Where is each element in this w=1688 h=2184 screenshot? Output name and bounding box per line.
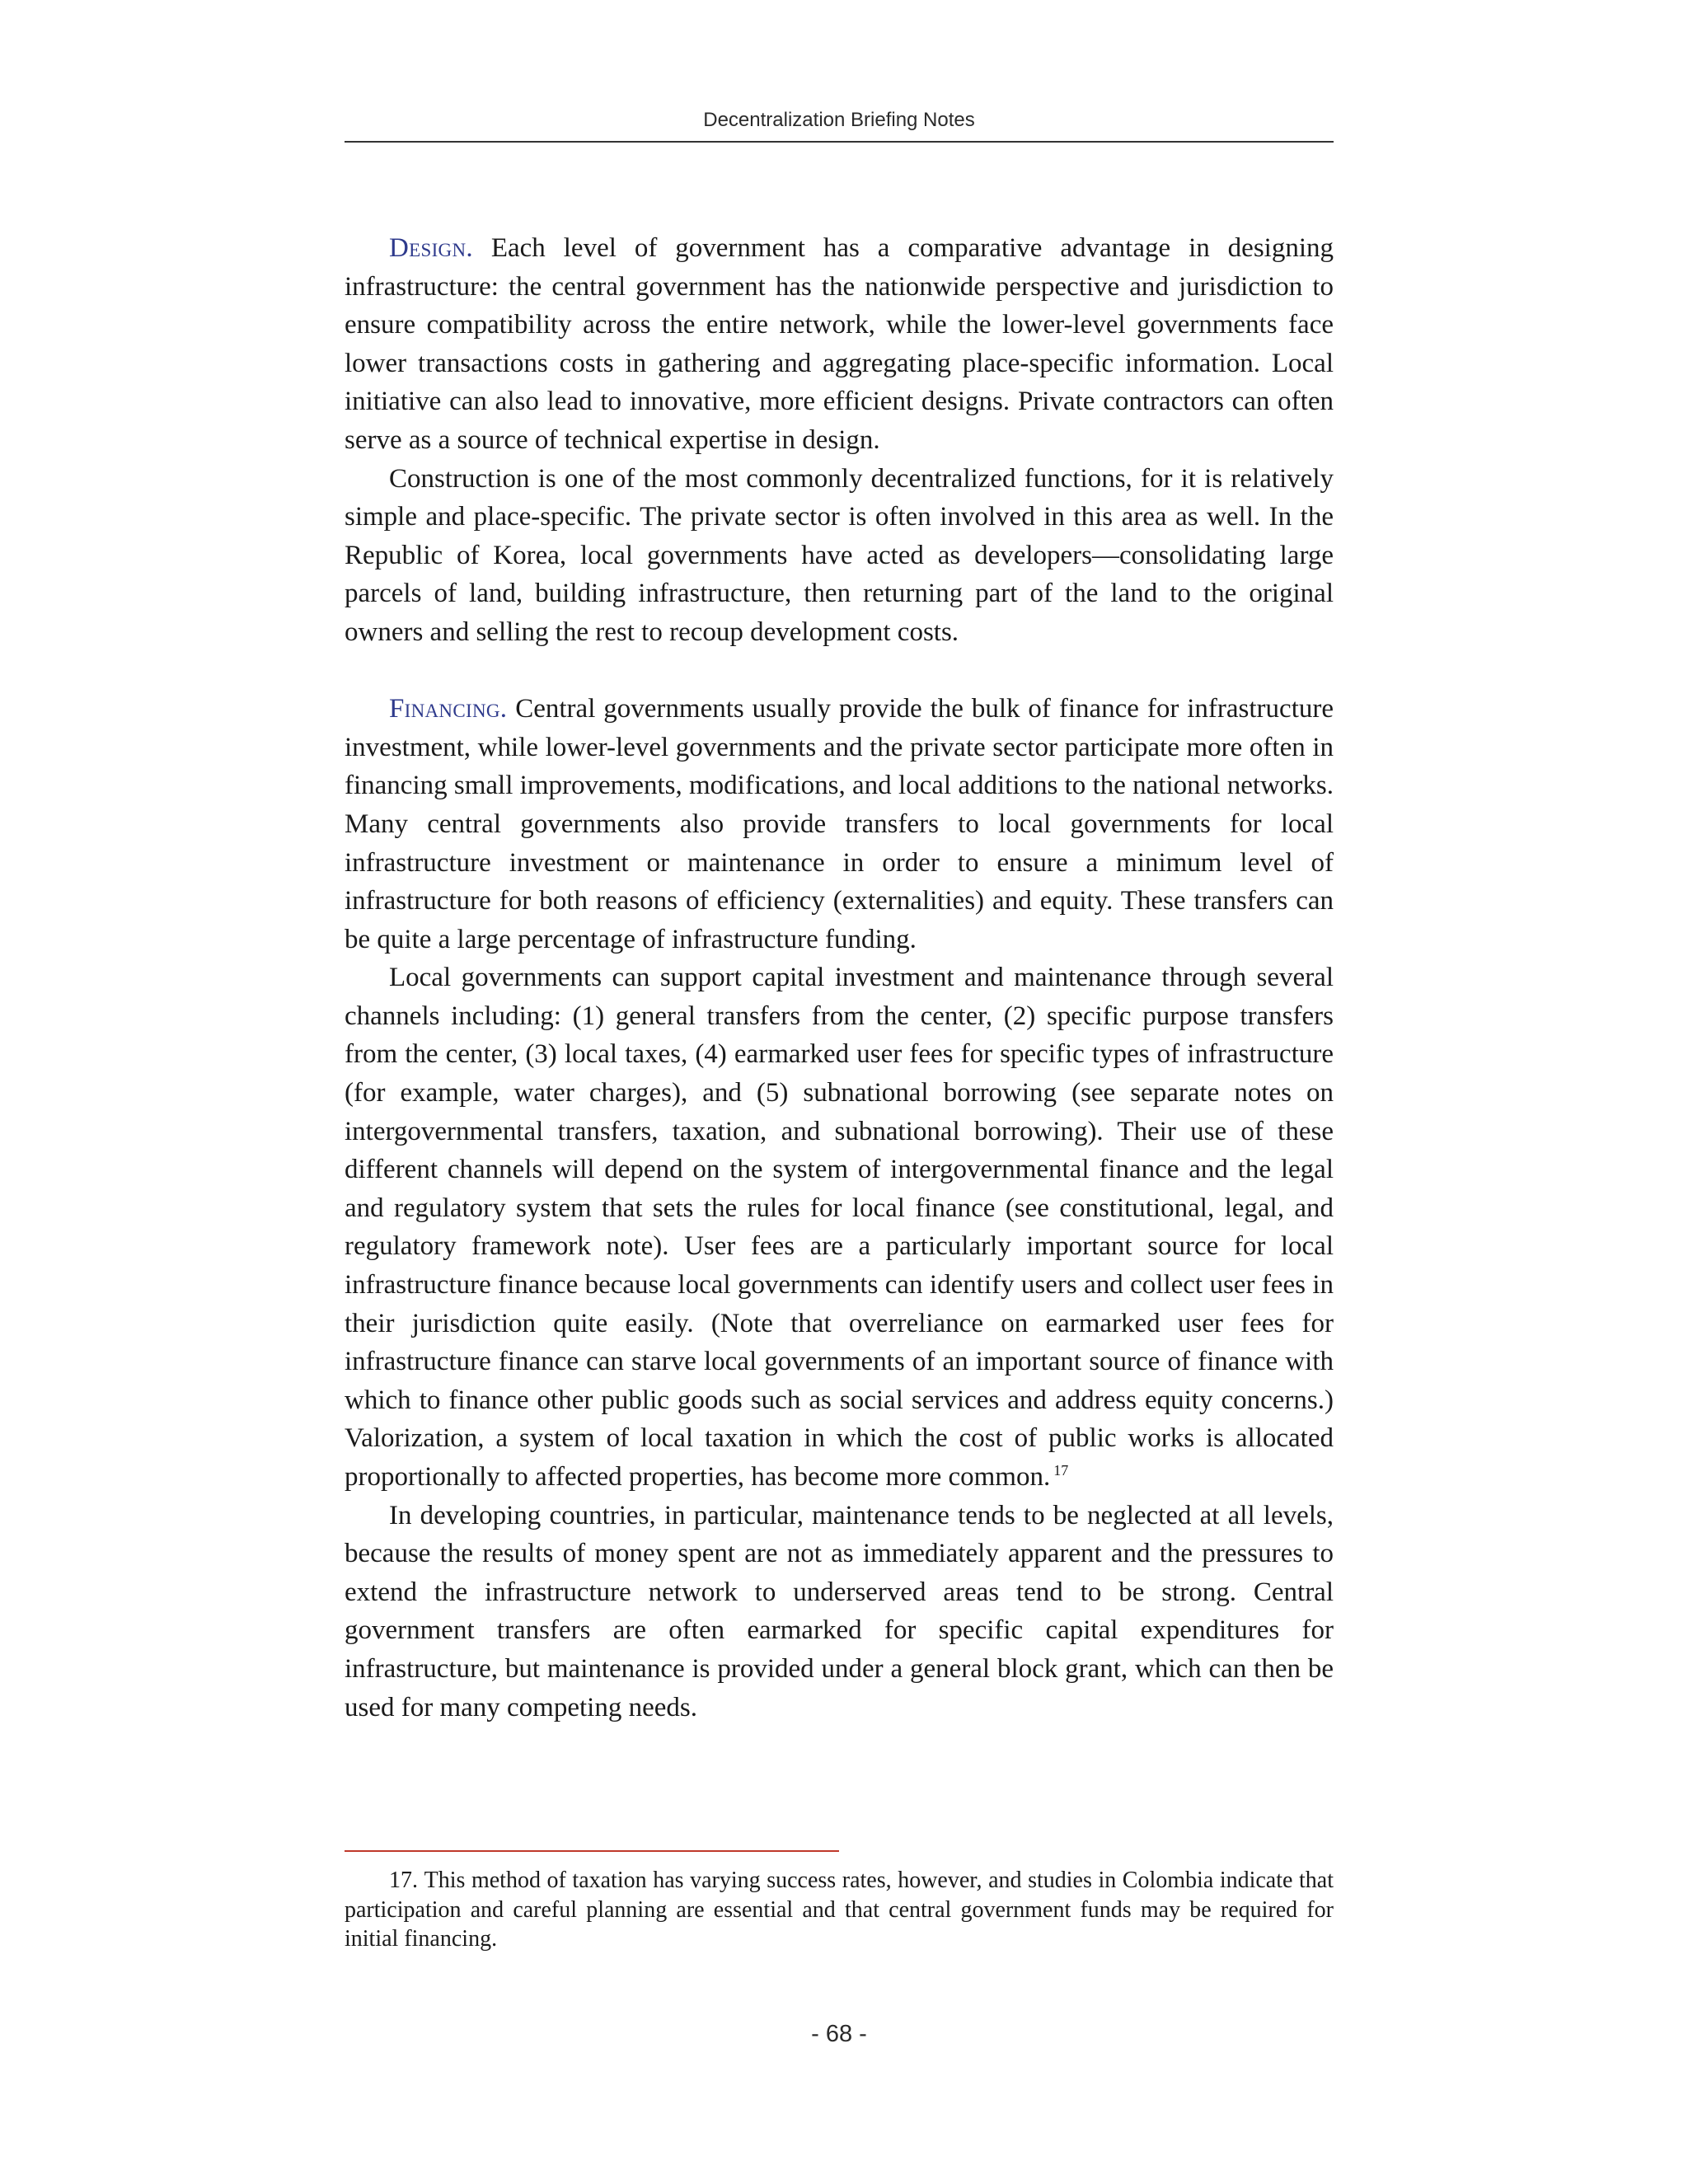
construction-paragraph: Construction is one of the most commonly decentralized functions, for it is relatively simple and place-specific. The private sector is often involved in this area as well. In the Republic of Korea, local governments have acted as developers—consolidating large parcels of land, building infrastructure, then returning part of the land to the original owners and selling the rest to recoup development costs. bbox=[345, 463, 1334, 647]
main-text bbox=[345, 229, 1334, 1727]
financing-paragraph-text: Central governments usually provide the bulk of finance for infrastructure investment, while lower-level governments and the private sector participate more often in financing small improvements, modifications, and local additions to the national networks. Many central governments also provide transfers to local governments for local infrastructure investment or maintenance in order to ensure a minimum level of infrastructure for both reasons of efficiency (externalities) and equity. These transfers can be quite a large percentage of infrastructure funding. bbox=[345, 694, 1334, 954]
financing-paragraph bbox=[345, 690, 1334, 958]
design-paragraph bbox=[345, 229, 1334, 460]
footnote-number: 17. bbox=[389, 1868, 418, 1893]
local-channels-text: Local governments can support capital investment and maintenance through several channels including: (1) general transfers from the center, (2) specific purpose transfers from the center, (3) local taxes, (4) earmarked user fees for specific types of infrastructure (for example, water charges), and (5) subnational borrowing (see separate notes on intergovernmental transfers, taxation, and subnational borrowing). Their use of these different channels will depend on the system of intergovernmental finance and the legal and regulatory system that sets the rules for local finance (see constitutional, legal, and regulatory framework note). User fees are a particularly important source for local infrastructure finance because local governments can identify users and collect user fees in their jurisdiction quite easily. (Note that overreliance on earmarked user fees for infrastructure finance can starve local governments of an important source of finance with which to finance other public goods such as social services and address equity concerns.) Valorization, a system of local taxation in which the cost of public works is allocated proportionally to affected properties, has become more common. bbox=[345, 963, 1334, 1492]
financing-heading: Financing. bbox=[389, 694, 508, 724]
design-paragraph-text: Each level of government has a comparative advantage in designing infrastructure: the central government has the nationwide perspective and jurisdiction to ensure compatibility across the entire network, while the lower-level governments face lower transactions costs in gathering and aggregating place-specific information. Local initiative can also lead to innovative, more efficient designs. Private contractors can often serve as a source of technical expertise in design. bbox=[345, 233, 1334, 455]
footnote-17 bbox=[345, 1866, 1334, 1954]
footnote-rule bbox=[345, 1850, 839, 1852]
footnote-ref: 17 bbox=[1053, 1462, 1069, 1479]
maintenance-paragraph: In developing countries, in particular, maintenance tends to be neglected at all levels, because the results of money spent are not as immediately apparent and the pressures to extend the infrastructure network to underserved areas tend to be strong. Central government transfers are often earmarked for specific capital expenditures for infrastructure, but maintenance is provided under a general block grant, which can then be used for many competing needs. bbox=[345, 1500, 1334, 1722]
footnote-text: This method of taxation has varying success rates, however, and studies in Colombia indicate that participation and careful planning are essential and that central government funds may be required for initial financing. bbox=[345, 1868, 1334, 1952]
header-rule bbox=[345, 141, 1334, 143]
running-header: Decentralization Briefing Notes bbox=[703, 109, 975, 131]
design-heading: Design. bbox=[389, 233, 473, 263]
page-number: - 68 - bbox=[811, 2021, 867, 2047]
local-channels-paragraph bbox=[345, 958, 1334, 1496]
